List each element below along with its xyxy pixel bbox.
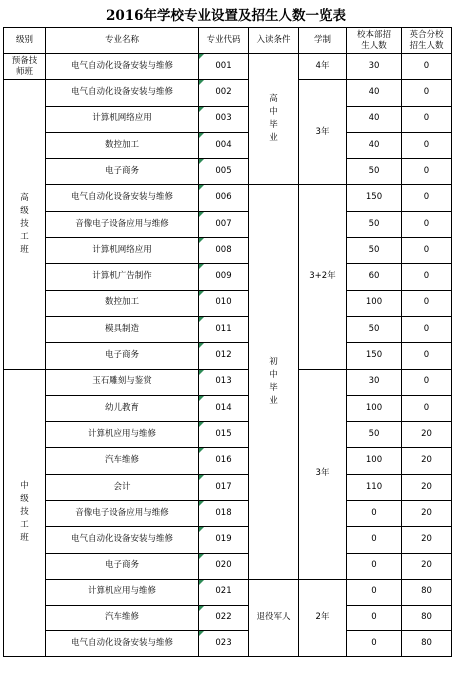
- major-code: 019: [199, 527, 249, 553]
- main-campus-count: 150: [347, 343, 402, 369]
- table-row: [4, 80, 452, 106]
- branch-campus-count: 20: [402, 422, 452, 448]
- table-row: [4, 501, 452, 527]
- major-code: 015: [199, 422, 249, 448]
- major-name: 计算机应用与维修: [46, 579, 199, 605]
- header-entry: 入读条件: [249, 28, 299, 54]
- main-campus-count: 60: [347, 264, 402, 290]
- table-row: [4, 211, 452, 237]
- main-campus-count: 0: [347, 579, 402, 605]
- major-code: 013: [199, 369, 249, 395]
- header-row: [4, 28, 452, 54]
- major-name: 电气自动化设备安装与维修: [46, 185, 199, 211]
- major-name: 会计: [46, 474, 199, 500]
- branch-campus-count: 0: [402, 211, 452, 237]
- major-code: 009: [199, 264, 249, 290]
- branch-campus-count: 80: [402, 631, 452, 657]
- major-name: 计算机网络应用: [46, 106, 199, 132]
- main-campus-count: 30: [347, 54, 402, 80]
- major-name: 电子商务: [46, 553, 199, 579]
- years-cell: 2年: [299, 579, 347, 656]
- branch-campus-count: 0: [402, 343, 452, 369]
- branch-campus-count: 0: [402, 395, 452, 421]
- major-name: 电气自动化设备安装与维修: [46, 631, 199, 657]
- table-row: [4, 290, 452, 316]
- major-name: 计算机网络应用: [46, 238, 199, 264]
- level-cell-senior: [4, 80, 46, 369]
- major-code: 005: [199, 159, 249, 185]
- page-title: 2016年学校专业设置及招生人数一览表: [105, 8, 347, 24]
- table-row: [4, 474, 452, 500]
- major-name: 电气自动化设备安装与维修: [46, 80, 199, 106]
- header-years: 学制: [299, 28, 347, 54]
- header-branch-campus: [402, 28, 452, 54]
- years-cell: 4年: [299, 54, 347, 80]
- major-name: 电子商务: [46, 159, 199, 185]
- header-major: 专业名称: [46, 28, 199, 54]
- header-main-campus: [347, 28, 402, 54]
- main-campus-count: 50: [347, 159, 402, 185]
- major-name: 汽车维修: [46, 448, 199, 474]
- main-campus-count: 0: [347, 631, 402, 657]
- level-label: 预备技师班: [11, 55, 38, 77]
- table-row: [4, 553, 452, 579]
- entry-condition: 高中毕业: [269, 94, 278, 144]
- years-cell: 3年: [299, 369, 347, 579]
- major-code: 012: [199, 343, 249, 369]
- table-row: [4, 238, 452, 264]
- branch-campus-count: 0: [402, 80, 452, 106]
- entry-condition: 退役军人: [256, 611, 291, 622]
- major-name: 计算机广告制作: [46, 264, 199, 290]
- major-code: 017: [199, 474, 249, 500]
- major-name: 电子商务: [46, 343, 199, 369]
- branch-campus-count: 0: [402, 159, 452, 185]
- branch-campus-count: 80: [402, 579, 452, 605]
- major-code: 004: [199, 132, 249, 158]
- branch-campus-count: 20: [402, 553, 452, 579]
- major-code: 010: [199, 290, 249, 316]
- table-row: [4, 132, 452, 158]
- main-campus-count: 100: [347, 395, 402, 421]
- entry-condition: 初中毕业: [269, 357, 278, 407]
- enrollment-table: [3, 27, 452, 657]
- major-code: 001: [199, 54, 249, 80]
- table-row: [4, 264, 452, 290]
- major-code: 021: [199, 579, 249, 605]
- main-campus-count: 0: [347, 501, 402, 527]
- table-row: [4, 579, 452, 605]
- major-name: 音像电子设备应用与维修: [46, 211, 199, 237]
- major-code: 020: [199, 553, 249, 579]
- branch-campus-count: 0: [402, 185, 452, 211]
- branch-campus-count: 0: [402, 54, 452, 80]
- major-code: 018: [199, 501, 249, 527]
- header-code: 专业代码: [199, 28, 249, 54]
- major-code: 006: [199, 185, 249, 211]
- main-campus-count: 40: [347, 132, 402, 158]
- table-row: [4, 106, 452, 132]
- entry-cell-high_school: [249, 54, 299, 185]
- branch-campus-count: 20: [402, 527, 452, 553]
- main-campus-count: 40: [347, 80, 402, 106]
- table-row: [4, 159, 452, 185]
- years-cell: 3年: [299, 80, 347, 185]
- major-name: 电气自动化设备安装与维修: [46, 527, 199, 553]
- branch-campus-count: 0: [402, 264, 452, 290]
- main-campus-count: 50: [347, 211, 402, 237]
- branch-campus-count: 0: [402, 290, 452, 316]
- years-cell: 3+2年: [299, 185, 347, 369]
- branch-campus-count: 20: [402, 474, 452, 500]
- major-name: 玉石雕刻与鉴赏: [46, 369, 199, 395]
- major-name: 计算机应用与维修: [46, 422, 199, 448]
- table-row: [4, 527, 452, 553]
- main-campus-count: 110: [347, 474, 402, 500]
- table-row: [4, 631, 452, 657]
- major-name: 幼儿教育: [46, 395, 199, 421]
- main-campus-count: 50: [347, 422, 402, 448]
- major-code: 023: [199, 631, 249, 657]
- major-name: 汽车维修: [46, 605, 199, 631]
- table-row: [4, 422, 452, 448]
- main-campus-count: 30: [347, 369, 402, 395]
- main-campus-count: 50: [347, 316, 402, 342]
- branch-campus-count: 20: [402, 448, 452, 474]
- table-row: [4, 316, 452, 342]
- table-row: [4, 343, 452, 369]
- branch-campus-count: 0: [402, 369, 452, 395]
- entry-cell-veteran: [249, 579, 299, 656]
- main-campus-count: 50: [347, 238, 402, 264]
- major-code: 014: [199, 395, 249, 421]
- table-row: [4, 185, 452, 211]
- branch-campus-count: 0: [402, 132, 452, 158]
- major-name: 数控加工: [46, 132, 199, 158]
- main-campus-count: 100: [347, 290, 402, 316]
- major-code: 016: [199, 448, 249, 474]
- major-name: 数控加工: [46, 290, 199, 316]
- major-code: 022: [199, 605, 249, 631]
- table-row: [4, 395, 452, 421]
- major-code: 002: [199, 80, 249, 106]
- level-cell-prep: [4, 54, 46, 80]
- table-row: [4, 54, 452, 80]
- main-campus-count: 0: [347, 553, 402, 579]
- major-name: 电气自动化设备安装与维修: [46, 54, 199, 80]
- table-row: [4, 369, 452, 395]
- main-campus-count: 0: [347, 605, 402, 631]
- major-code: 011: [199, 316, 249, 342]
- major-name: 模具制造: [46, 316, 199, 342]
- main-campus-count: 40: [347, 106, 402, 132]
- table-row: [4, 448, 452, 474]
- level-cell-middle: [4, 369, 46, 656]
- main-campus-count: 0: [347, 527, 402, 553]
- level-label: 高级技工班: [20, 192, 29, 255]
- branch-campus-count: 0: [402, 238, 452, 264]
- main-campus-count: 150: [347, 185, 402, 211]
- header-level: 级别: [4, 28, 46, 54]
- table-row: [4, 605, 452, 631]
- header-main-campus-text: 校本部招生人数: [356, 29, 391, 51]
- branch-campus-count: 80: [402, 605, 452, 631]
- branch-campus-count: 0: [402, 316, 452, 342]
- header-branch-campus-text: 英合分校招生人数: [409, 29, 444, 51]
- entry-cell-junior_high: [249, 185, 299, 579]
- main-campus-count: 100: [347, 448, 402, 474]
- branch-campus-count: 0: [402, 106, 452, 132]
- branch-campus-count: 20: [402, 501, 452, 527]
- major-code: 003: [199, 106, 249, 132]
- major-code: 007: [199, 211, 249, 237]
- level-label: 中级技工班: [20, 481, 29, 544]
- major-code: 008: [199, 238, 249, 264]
- major-name: 音像电子设备应用与维修: [46, 501, 199, 527]
